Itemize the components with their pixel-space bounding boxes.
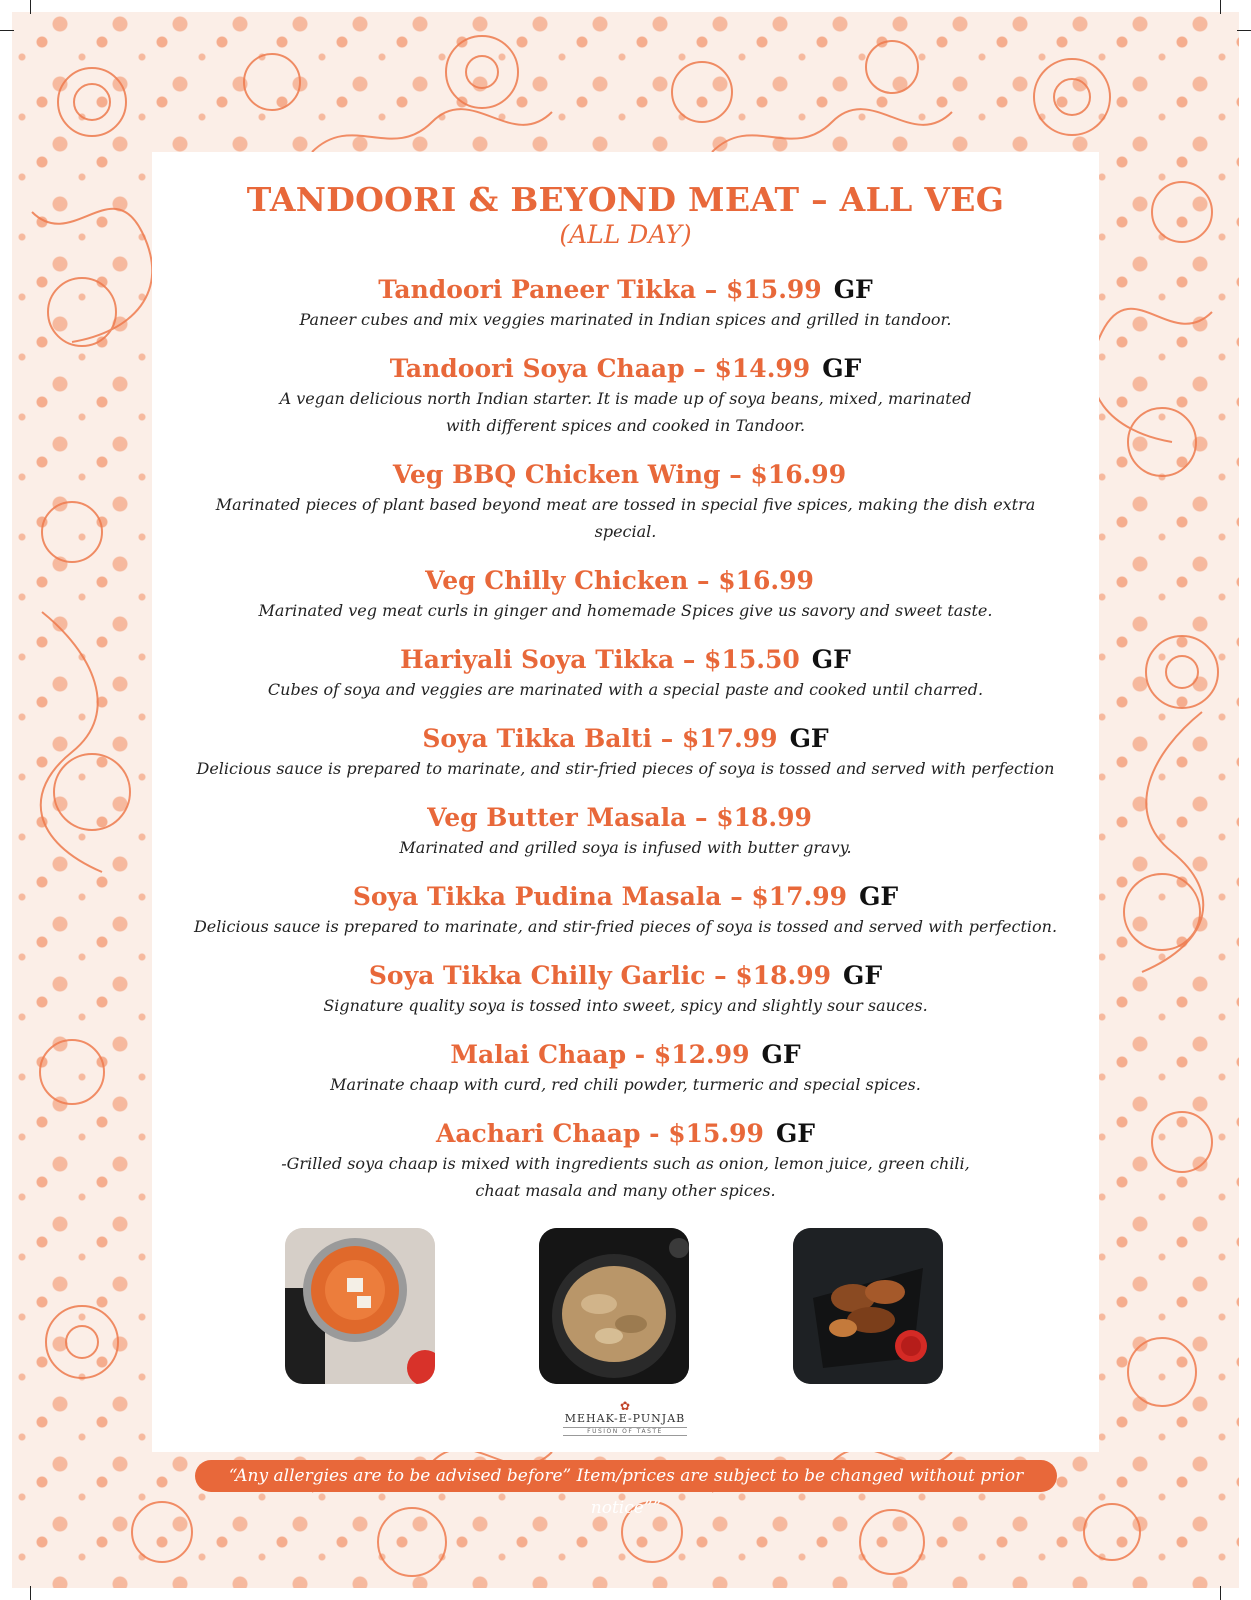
item-name-price: Veg Butter Masala – $18.99: [427, 803, 812, 832]
menu-item: [152, 960, 1099, 1019]
item-name-price: Hariyali Soya Tikka – $15.50: [400, 645, 800, 674]
crop-mark: [1237, 30, 1251, 45]
item-name-price: Soya Tikka Balti – $17.99: [422, 724, 778, 753]
gluten-free-tag: GF: [843, 961, 883, 990]
item-name-price: Tandoori Paneer Tikka – $15.99: [378, 275, 822, 304]
item-name-price: Soya Tikka Chilly Garlic – $18.99: [368, 961, 831, 990]
menu-item: [152, 565, 1099, 624]
menu-item: [152, 1118, 1099, 1204]
food-photo-chilly-chicken: [539, 1228, 689, 1384]
item-description: -Grilled soya chaap is mixed with ingredients such as onion, lemon juice, green chili, chaat masala and many other spices.: [281, 1154, 970, 1200]
item-name-price: Aachari Chaap - $15.99: [435, 1119, 764, 1148]
item-name-price: Tandoori Soya Chaap – $14.99: [389, 354, 811, 383]
item-description: Marinated and grilled soya is infused with butter gravy.: [399, 838, 852, 857]
item-description: Delicious sauce is prepared to marinate, and stir-fried pieces of soya is tossed and served with perfection: [196, 759, 1055, 778]
item-description: Delicious sauce is prepared to marinate, and stir-fried pieces of soya is tossed and served with perfection.: [193, 917, 1058, 936]
menu-item: [152, 802, 1099, 861]
item-name-price: Malai Chaap - $12.99: [450, 1040, 750, 1069]
menu-item: [152, 644, 1099, 703]
section-title: TANDOORI & BEYOND MEAT – ALL VEG: [246, 180, 1005, 219]
menu-content: [152, 180, 1099, 1224]
logo-name: MEHAK-E-PUNJAB: [564, 1412, 686, 1425]
food-photo-paneer-curry: [285, 1228, 435, 1384]
menu-items: [152, 274, 1099, 1204]
item-name-price: Veg Chilly Chicken – $16.99: [425, 566, 814, 595]
crop-mark: [30, 0, 45, 14]
crop-mark: [30, 1586, 45, 1600]
item-description: Marinated veg meat curls in ginger and homemade Spices give us savory and sweet taste.: [258, 601, 993, 620]
item-description: Marinate chaap with curd, red chili powder, turmeric and special spices.: [330, 1075, 921, 1094]
gluten-free-tag: GF: [775, 1119, 816, 1148]
gluten-free-tag: GF: [859, 882, 899, 911]
menu-item: [152, 459, 1099, 545]
menu-item: [152, 274, 1099, 333]
gluten-free-tag: GF: [822, 354, 862, 383]
menu-item: [152, 881, 1099, 940]
gluten-free-tag: GF: [833, 275, 873, 304]
gluten-free-tag: GF: [761, 1040, 801, 1069]
crop-mark: [0, 30, 14, 45]
logo-tagline: FUSION OF TASTE: [563, 1427, 687, 1436]
menu-item: [152, 353, 1099, 439]
item-description: Cubes of soya and veggies are marinated with a special paste and cooked until charred.: [267, 680, 984, 699]
menu-item: [152, 723, 1099, 782]
food-photo-bbq-wings: [793, 1228, 943, 1384]
gluten-free-tag: GF: [789, 724, 829, 753]
item-name-price: Soya Tikka Pudina Masala – $17.99: [352, 882, 848, 911]
menu-item: [152, 1039, 1099, 1098]
allergy-notice-banner: “Any allergies are to be advised before” Item/prices are subject to be changed without prior notice””: [195, 1460, 1057, 1492]
section-subtitle: (ALL DAY): [559, 220, 692, 249]
gluten-free-tag: GF: [811, 645, 851, 674]
item-description: Paneer cubes and mix veggies marinated in Indian spices and grilled in tandoor.: [299, 310, 952, 329]
item-description: Signature quality soya is tossed into sweet, spicy and slightly sour sauces.: [323, 996, 928, 1015]
item-description: Marinated pieces of plant based beyond meat are tossed in special five spices, making the dish extra special.: [215, 495, 1036, 541]
item-description: A vegan delicious north Indian starter. It is made up of soya beans, mixed, marinated with different spices and cooked in Tandoor.: [279, 389, 972, 435]
item-name-price: Veg BBQ Chicken Wing – $16.99: [392, 460, 847, 489]
crop-mark: [1206, 1586, 1221, 1600]
logo-emblem-icon: ✿: [619, 1399, 631, 1413]
food-photos: [285, 1228, 965, 1388]
restaurant-logo: [545, 1400, 705, 1436]
crop-mark: [1206, 0, 1221, 14]
